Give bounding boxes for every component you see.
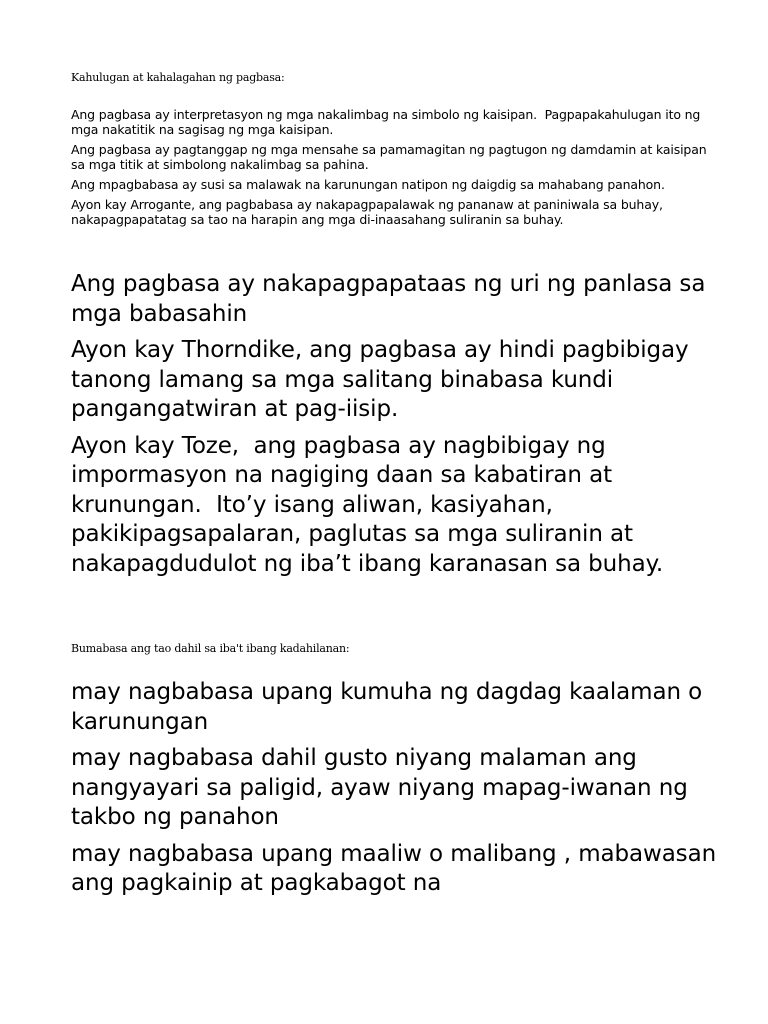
section-heading-kadahilanan: Bumabasa ang tao dahil sa iba't ibang kadahilanan:: [71, 642, 350, 655]
section-heading-kahulugan: Kahulugan at kahalagahan ng pagbasa:: [71, 71, 285, 84]
reasons-list: [71, 678, 721, 906]
paragraph-interpretasyon: Ang pagbasa ay interpretasyon ng mga nakalimbag na simbolo ng kaisipan. Pagpapakahulugan ito ng mga nakatitik na sagisag ng mga kaisipan.: [71, 107, 705, 137]
paragraph-panlasa: Ang pagbasa ay nakapagpapataas ng uri ng panlasa sa mga babasahin: [71, 271, 706, 327]
paragraph-susi: Ang mpagbabasa ay susi sa malawak na karunungan natipon ng daigdig sa mahabang panahon.: [71, 177, 665, 192]
reason-item-karunungan: may nagbabasa upang kumuha ng dagdag kaalaman o karunungan: [71, 679, 703, 735]
paragraph-pagtanggap: Ang pagbasa ay pagtanggap ng mga mensahe sa pamamagitan ng pagtugon ng damdamin at kaisipan sa mga titik at simbolong nakalimbag sa pahina.: [71, 142, 707, 172]
paragraph-arrogante: Ayon kay Arrogante, ang pagbabasa ay nakapagpapalawak ng pananaw at paniniwala sa buhay, nakapagpapatatag sa tao na harapin ang mga di-inaasahang suliranin sa buhay.: [71, 197, 663, 227]
paragraph-toze: Ayon kay Toze, ang pagbasa ay nagbibigay ng impormasyon na nagiging daan sa kabatiran at krunungan. Ito’y isang aliwan, kasiyahan, pakikipagsapalaran, paglutas sa mga suliranin at nakapagdudulot ng iba’t ibang karanasan sa buhay.: [71, 432, 664, 577]
paragraph-thorndike: Ayon kay Thorndike, ang pagbasa ay hindi pagbibigay tanong lamang sa mga salitang binabasa kundi pangangatwiran at pag-iisip.: [71, 337, 689, 422]
reason-item-nangyayari: may nagbabasa dahil gusto niyang malaman ang nangyayari sa paligid, ayaw niyang mapag-iwanan ng takbo ng panahon: [71, 745, 688, 830]
large-text-block-1: [71, 270, 721, 586]
definitions-block: [71, 107, 711, 232]
reason-item-malibang: may nagbabasa upang maaliw o malibang , mabawasan ang pagkainip at pagkabagot na: [71, 840, 717, 896]
